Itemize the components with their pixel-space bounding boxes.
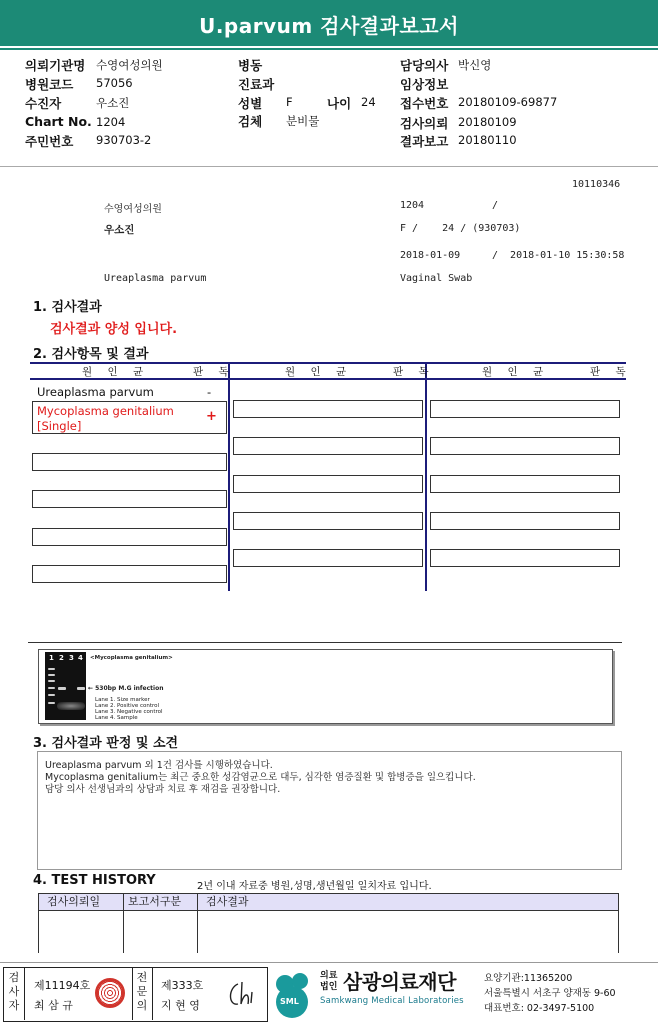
specialist-license-no: 제333호 — [161, 979, 204, 992]
empty-result-box — [430, 512, 620, 530]
age-value: 24 — [361, 95, 376, 109]
hospital-value: 수영여성의원 — [96, 58, 163, 72]
col-header-organism: 원 인 균 — [482, 366, 550, 378]
org-info-phone: 대표번호: 02-3497-5100 — [484, 1003, 595, 1014]
strip-hospital: 수영여성의원 — [104, 204, 162, 215]
age-label: 나이 — [327, 96, 352, 111]
empty-result-box — [430, 475, 620, 493]
signature-image — [224, 978, 264, 1010]
gel-band — [48, 674, 55, 676]
receipt-no-value: 20180109-69877 — [458, 95, 558, 109]
section4-title: 4. TEST HISTORY — [33, 873, 156, 888]
empty-result-box — [233, 512, 423, 530]
gel-legend-item: Lane 2. Positive control — [95, 703, 160, 709]
opinion-line: Mycoplasma genitalium는 최근 중요한 성감염균으로 대두, 심각한 염증질환 및 합병증을 일으킵니다. — [45, 772, 476, 783]
org-info-address: 서울특별시 서초구 양재동 9-60 — [484, 988, 616, 999]
table-col-divider — [228, 362, 230, 591]
hospital-code-label: 병원코드 — [25, 77, 74, 92]
organism-name: Ureaplasma parvum — [37, 385, 154, 399]
sex-label: 성별 — [238, 96, 263, 111]
gel-band — [48, 680, 55, 682]
resident-no-label: 주민번호 — [25, 134, 74, 149]
gel-title: <Mycoplasma genitalium> — [90, 655, 173, 661]
report-date-value: 20180110 — [458, 133, 517, 147]
strip-test: Ureaplasma parvum — [104, 273, 207, 284]
hospital-code-value: 57056 — [96, 76, 133, 90]
empty-result-box — [233, 400, 423, 418]
sex-value: F — [286, 95, 293, 109]
examiner-name: 최 삼 규 — [34, 999, 73, 1012]
section-divider — [28, 642, 622, 643]
gel-electrophoresis-image — [45, 652, 86, 720]
resident-no-value: 930703-2 — [96, 133, 152, 147]
history-col-divider — [197, 911, 198, 953]
gel-marker-label: ← 530bp M.G infection — [88, 685, 164, 692]
positive-result-box — [32, 401, 227, 434]
organism-subtype: [Single] — [37, 419, 82, 433]
doctor-value: 박신영 — [458, 58, 492, 72]
opinion-line: Ureaplasma parvum 외 1건 검사를 시행하였습니다. — [45, 760, 273, 771]
ward-label: 병동 — [238, 58, 263, 73]
specimen-label: 검체 — [238, 114, 263, 129]
section2-title: 2. 검사항목 및 결과 — [33, 347, 149, 362]
gel-band — [48, 702, 55, 704]
strip-sex-age: F / 24 / (930703) — [400, 223, 521, 234]
gel-legend-item: Lane 1. Size marker — [95, 697, 150, 703]
logo-text: SML — [280, 997, 299, 1006]
patient-label: 수진자 — [25, 96, 62, 111]
org-prefix: 의료법인 — [320, 971, 338, 992]
examiner-license-no: 제11194호 — [34, 979, 91, 992]
empty-result-box — [430, 437, 620, 455]
request-date-label: 검사의뢰 — [400, 116, 449, 131]
org-info-code: 요양기관:11365200 — [484, 973, 573, 984]
title-rule — [0, 48, 658, 50]
gel-band — [77, 687, 85, 690]
dept-label: 진료과 — [238, 77, 275, 92]
footer-divider — [24, 968, 25, 1020]
empty-result-box — [233, 549, 423, 567]
lane-number: 3 — [69, 654, 74, 662]
history-col-divider — [123, 911, 124, 953]
org-name: 삼광의료재단 — [343, 970, 456, 994]
signature-box — [3, 967, 268, 1022]
examiner-label: 검사자 — [8, 971, 20, 1012]
footer-divider — [152, 968, 153, 1020]
gel-legend-item: Lane 3. Negative control — [95, 709, 163, 715]
col-header-organism: 원 인 균 — [82, 366, 150, 378]
result-summary: 검사결과 양성 입니다. — [50, 322, 178, 337]
empty-result-box — [32, 490, 227, 508]
history-note: 2년 이내 자료중 병원,성명,생년월일 일치자료 입니다. — [197, 881, 432, 892]
gel-band — [48, 668, 55, 670]
empty-result-box — [32, 453, 227, 471]
organism-result: - — [207, 385, 212, 399]
empty-result-box — [233, 437, 423, 455]
primer-dimer-smear — [57, 702, 85, 710]
gel-band — [48, 694, 55, 696]
receipt-no-label: 접수번호 — [400, 96, 449, 111]
strip-slash: / — [492, 200, 499, 211]
history-header-cell: 검사결과 — [197, 893, 619, 911]
report-date-label: 결과보고 — [400, 134, 449, 149]
examiner-seal — [95, 978, 125, 1008]
specimen-value: 분비물 — [286, 114, 320, 128]
section3-title: 3. 검사결과 판정 및 소견 — [33, 736, 179, 751]
strip-id: 10110346 — [572, 179, 621, 190]
section1-title: 1. 검사결과 — [33, 300, 102, 315]
lane-number: 4 — [78, 654, 83, 662]
org-english-name: Samkwang Medical Laboratories — [320, 996, 464, 1006]
col-header-reading: 판 독 — [393, 366, 435, 378]
patient-value: 우소진 — [96, 96, 130, 110]
lane-number: 2 — [59, 654, 64, 662]
doctor-label: 담당의사 — [400, 58, 449, 73]
report-title: U.parvum 검사결과보고서 — [0, 0, 658, 46]
footer-rule — [0, 962, 658, 963]
chart-no-value: 1204 — [96, 115, 126, 129]
strip-chart: 1204 — [400, 200, 425, 211]
request-date-value: 20180109 — [458, 115, 517, 129]
strip-date2: / 2018-01-10 15:30:58 — [492, 250, 625, 261]
col-header-reading: 판 독 — [193, 366, 235, 378]
col-header-organism: 원 인 균 — [285, 366, 353, 378]
specialist-label: 전문의 — [136, 971, 148, 1012]
specialist-name: 지 현 영 — [161, 999, 200, 1012]
hospital-label: 의뢰기관명 — [25, 58, 86, 73]
strip-specimen: Vaginal Swab — [400, 273, 473, 284]
gel-band — [48, 687, 55, 689]
organism-result: + — [206, 409, 217, 424]
empty-result-box — [430, 549, 620, 567]
clinical-info-label: 임상정보 — [400, 77, 449, 92]
strip-date1: 2018-01-09 — [400, 250, 461, 261]
empty-result-box — [430, 400, 620, 418]
table-col-divider — [425, 362, 427, 591]
opinion-line: 담당 의사 선생님과의 상담과 치료 후 재검을 권장합니다. — [45, 784, 281, 795]
sml-logo-icon — [270, 966, 318, 1020]
empty-result-box — [32, 565, 227, 583]
empty-result-box — [233, 475, 423, 493]
col-header-reading: 판 독 — [590, 366, 632, 378]
strip-name: 우소진 — [104, 224, 135, 236]
footer-divider — [132, 968, 133, 1020]
chart-no-label: Chart No. — [25, 114, 92, 129]
opinion-box — [37, 751, 622, 870]
history-header-cell: 검사의뢰일 — [38, 893, 124, 911]
organism-name: Mycoplasma genitalium — [37, 404, 174, 418]
lane-number: 1 — [49, 654, 54, 662]
history-header-cell: 보고서구분 — [123, 893, 198, 911]
empty-result-box — [32, 528, 227, 546]
gel-legend-item: Lane 4. Sample — [95, 715, 138, 721]
header-divider — [0, 166, 658, 167]
gel-band — [58, 687, 66, 690]
